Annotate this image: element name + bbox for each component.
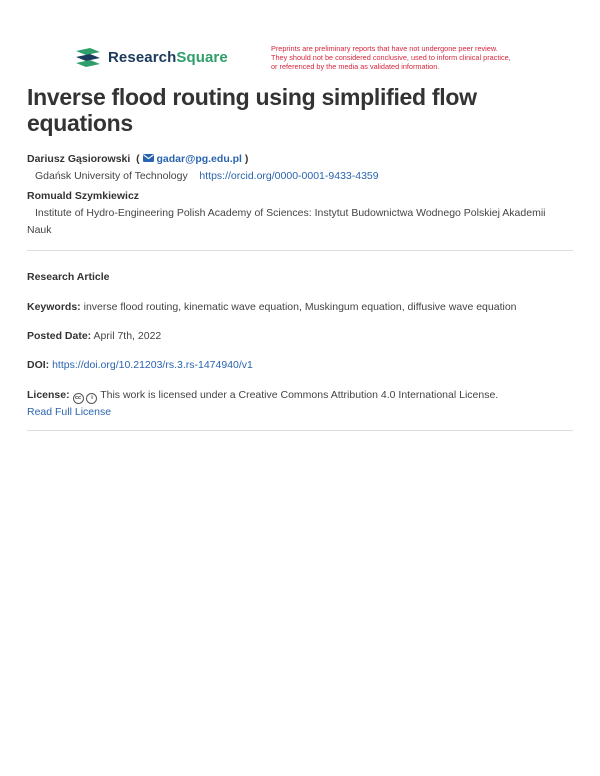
author-2-name: Romuald Szymkiewicz bbox=[27, 190, 140, 202]
author-2 bbox=[27, 190, 139, 202]
keywords-value: inverse flood routing, kinematic wave equation, Muskingum equation, diffusive wave equation bbox=[83, 301, 517, 313]
author-2-affiliation: Institute of Hydro-Engineering Polish Academy of Sciences: Instytut Budownictwa Wodnego Polskiej Akademii Nauk bbox=[27, 207, 546, 236]
license-text: This work is licensed under a Creative Commons Attribution 4.0 International License. bbox=[100, 389, 499, 401]
article-type: Research Article bbox=[27, 271, 110, 283]
read-full-license-link[interactable]: Read Full License bbox=[27, 406, 112, 418]
preprint-disclaimer: Preprints are preliminary reports that have not undergone peer review. They should not be considered conclusive, used to inform clinical practice, or referenced by the media as validated information. bbox=[271, 44, 511, 71]
research-square-logo[interactable] bbox=[74, 47, 228, 67]
doi-label: DOI: bbox=[27, 359, 50, 371]
doi-row bbox=[27, 357, 577, 374]
attribution-icon: i bbox=[86, 393, 97, 404]
posted-date-row bbox=[27, 328, 577, 345]
license-row bbox=[27, 387, 577, 421]
author-1-affiliation: Gdańsk University of Technology https://orcid.org/0000-0001-9433-4359 bbox=[35, 170, 379, 182]
posted-date-label: Posted Date: bbox=[27, 330, 92, 342]
cc-icon: cc bbox=[73, 393, 84, 404]
doi-link[interactable]: https://doi.org/10.21203/rs.3.rs-1474940/v1 bbox=[52, 359, 253, 371]
research-square-logo-icon bbox=[74, 47, 102, 67]
author-1-email[interactable]: gadar@pg.edu.pl bbox=[143, 153, 245, 165]
envelope-icon bbox=[143, 154, 154, 162]
posted-date-value: April 7th, 2022 bbox=[93, 330, 162, 342]
keywords-label: Keywords: bbox=[27, 301, 81, 313]
logo-wordmark: ResearchSquare bbox=[108, 48, 228, 66]
divider-bottom bbox=[27, 430, 573, 431]
author-1-name: Dariusz Gąsiorowski bbox=[27, 153, 131, 165]
divider bbox=[27, 250, 573, 251]
keywords-row bbox=[27, 299, 577, 316]
author-1: Dariusz Gąsiorowski ( gadar@pg.edu.pl ) bbox=[27, 153, 249, 165]
paper-title: Inverse flood routing using simplified flow equations bbox=[27, 84, 477, 136]
author-1-orcid-link[interactable]: https://orcid.org/0000-0001-9433-4359 bbox=[199, 170, 379, 182]
license-label: License: bbox=[27, 389, 70, 401]
